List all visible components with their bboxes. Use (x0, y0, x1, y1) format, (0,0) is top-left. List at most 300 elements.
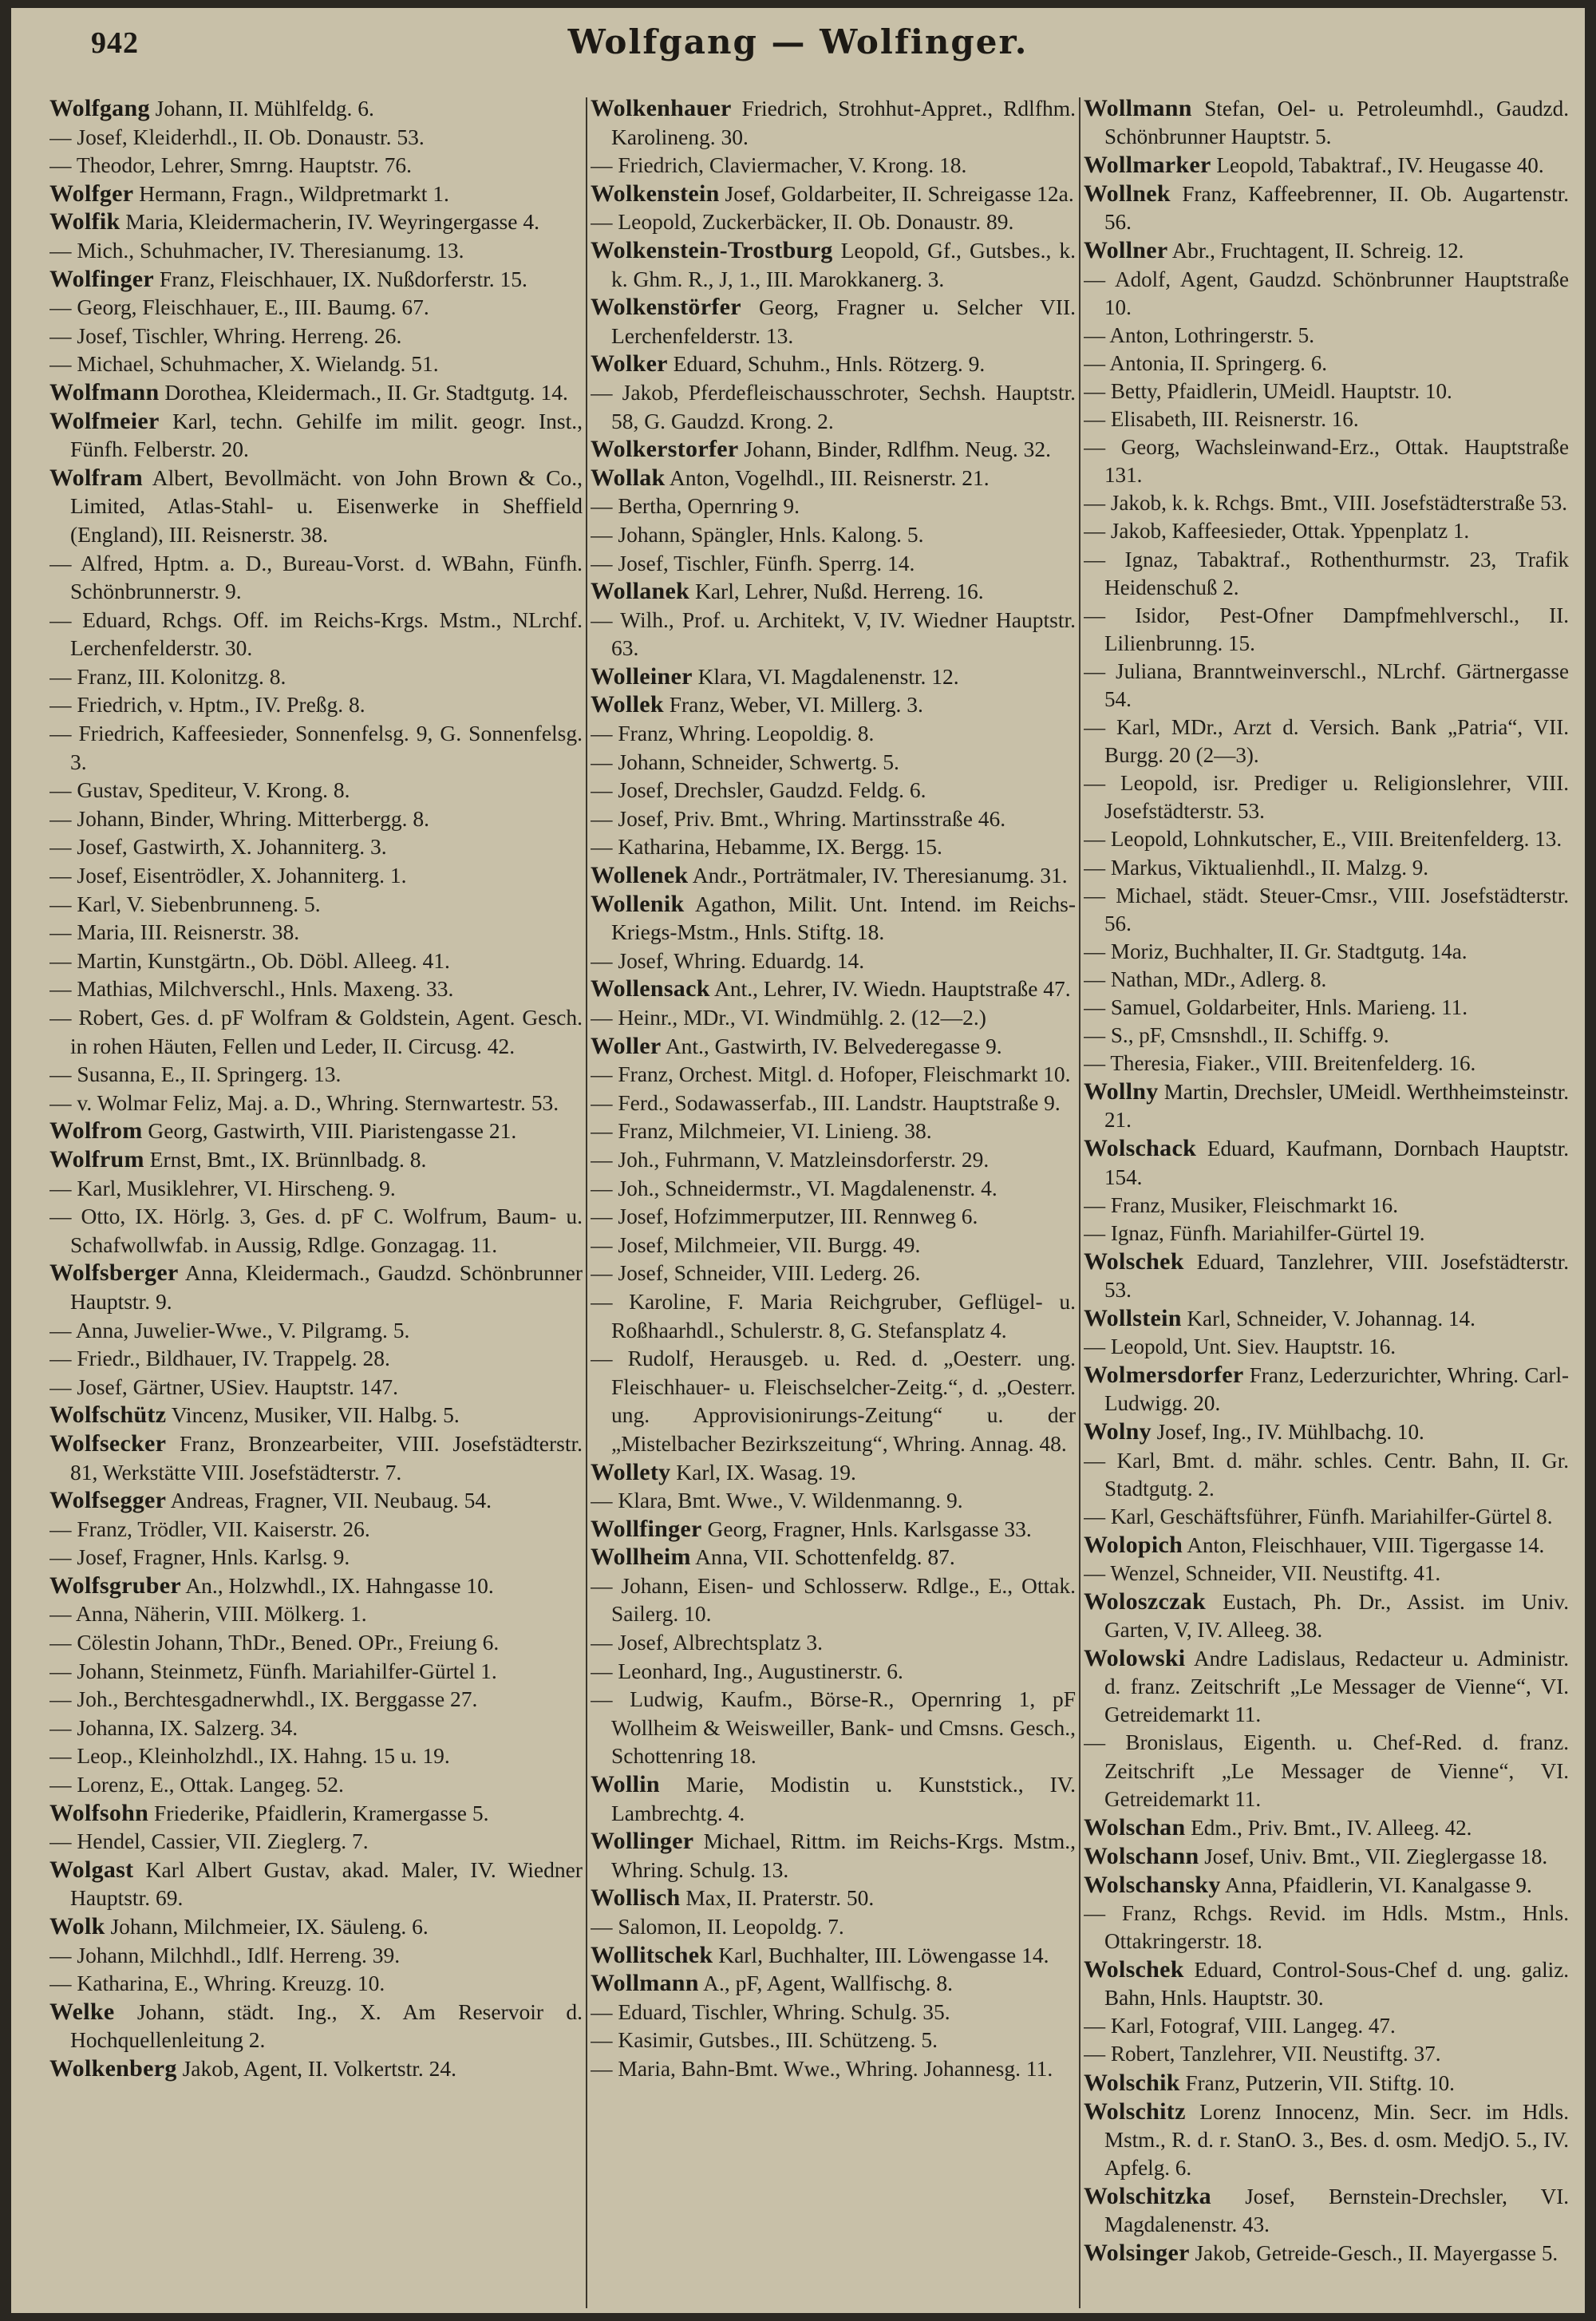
directory-entry (49, 350, 583, 378)
directory-entry (49, 1259, 583, 1315)
entry-details: — Leop., Kleinholzhdl., IX. Hahng. 15 u. 19. (49, 1743, 450, 1769)
directory-entry (591, 776, 1076, 805)
directory-entry (1084, 1900, 1569, 1955)
entry-details: Johann, II. Mühlfeldg. 6. (149, 96, 374, 121)
entry-surname: Wolfsohn (49, 1799, 149, 1826)
directory-entry (49, 861, 583, 890)
directory-entry (1084, 854, 1569, 882)
directory-entry (49, 1373, 583, 1402)
entry-surname: Wolowski (1084, 1645, 1186, 1672)
entry-surname: Wollitschek (591, 1941, 713, 1968)
entry-details: Franz, Bronzearbeiter, VIII. Josefstädterstr. 81, Werkstätte VIII. Josefstädterstr. 7. (70, 1430, 583, 1485)
directory-entry (591, 577, 1076, 606)
directory-entry (591, 748, 1076, 777)
entry-details: — Franz, Whring. Leopoldig. 8. (591, 721, 875, 746)
directory-entry (591, 549, 1076, 578)
directory-entry (1084, 1050, 1569, 1077)
entry-details: Martin, Drechsler, UMeidl. Werthheimsteinstr. 21. (1104, 1080, 1569, 1133)
directory-entry (591, 151, 1076, 180)
entry-details: — Josef, Gärtner, USiev. Hauptstr. 147. (49, 1374, 399, 1399)
directory-entry (1084, 1447, 1569, 1503)
directory-entry (49, 407, 583, 464)
directory-entry (49, 1742, 583, 1770)
directory-entry (1084, 1644, 1569, 1729)
entry-details: A., pF, Agent, Wallfischg. 8. (698, 1971, 953, 1996)
directory-entry (49, 1316, 583, 1345)
directory-entry (1084, 1022, 1569, 1050)
entry-details: Karl Albert Gustav, akad. Maler, IV. Wiedner Hauptstr. 69. (70, 1856, 583, 1911)
directory-entry (49, 1827, 583, 1856)
directory-entry (1084, 1220, 1569, 1247)
entry-surname: Wollmann (1084, 95, 1192, 121)
directory-entry (49, 832, 583, 861)
entry-details: Franz, Lederzurichter, Whring. Carl-Ludwigg. 20. (1104, 1363, 1569, 1416)
entry-surname: Wolopich (1084, 1531, 1183, 1558)
entry-details: — Josef, Tischler, Fünfh. Sperrg. 14. (591, 550, 915, 575)
entry-details: Michael, Rittm. im Reichs-Krgs. Mstm., Whring. Schulg. 13. (611, 1829, 1076, 1882)
directory-entry (1084, 1361, 1569, 1418)
entry-details: — Johann, Binder, Whring. Mitterbergg. 8. (49, 805, 430, 831)
entry-details: Albert, Bevollmächt. von John Brown & Co., Limited, Atlas-Stahl- u. Eisenwerke in Sheffield (England), III. Reisnerstr. 38. (70, 465, 583, 547)
directory-entry (49, 1998, 583, 2054)
directory-entry (591, 1657, 1076, 1686)
entry-surname: Wollny (1084, 1078, 1159, 1105)
entry-details: Karl, Lehrer, Nußd. Herreng. 16. (689, 579, 984, 604)
directory-entry (591, 1259, 1076, 1287)
entry-details: — Joh., Schneidermstr., VI. Magdalenenstr. 4. (591, 1175, 998, 1200)
directory-entry (49, 975, 583, 1003)
entry-details: — Josef, Priv. Bmt., Whring. Martinsstraße 46. (591, 805, 1006, 831)
entry-surname: Wolfinger (49, 265, 155, 292)
directory-entry (49, 293, 583, 322)
entry-details: Jakob, Getreide-Gesch., II. Mayergasse 5. (1189, 2241, 1558, 2266)
directory-entry (49, 805, 583, 833)
entry-surname: Wolkenstörfer (591, 294, 741, 321)
entry-surname: Welke (49, 1998, 115, 2025)
directory-entry (591, 2054, 1076, 2083)
column-divider (1079, 97, 1080, 2308)
directory-entry (591, 435, 1076, 464)
entry-details: — Josef, Milchmeier, VII. Burgg. 49. (591, 1232, 921, 1257)
entry-details: Franz, Kaffeebrenner, II. Ob. Augartenstr. 56. (1104, 182, 1569, 235)
directory-entry (591, 1969, 1076, 1998)
entry-details: — Alfred, Hptm. a. D., Bureau-Vorst. d. WBahn, Fünfh. Schönbrunnerstr. 9. (49, 550, 583, 604)
directory-entry (591, 1231, 1076, 1259)
directory-entry (591, 1145, 1076, 1174)
entry-surname: Wolkerstorfer (591, 436, 739, 463)
directory-entry (591, 492, 1076, 520)
directory-entry (49, 1657, 583, 1686)
directory-entry (49, 1599, 583, 1628)
entry-details: — Josef, Hofzimmerputzer, III. Rennweg 6. (591, 1204, 978, 1229)
entry-surname: Wollmann (591, 1970, 699, 1997)
column-1 (49, 94, 583, 2310)
entry-details: — Michael, Schuhmacher, X. Wielandg. 51. (49, 351, 439, 377)
entry-surname: Wolfmann (49, 378, 160, 405)
directory-entry (591, 1572, 1076, 1628)
directory-entry (1084, 1560, 1569, 1588)
entry-surname: Wolk (49, 1913, 105, 1939)
directory-entry (591, 1458, 1076, 1487)
directory-entry (591, 662, 1076, 691)
entry-surname: Wolfsegger (49, 1487, 167, 1514)
entry-details: — Susanna, E., II. Springerg. 13. (49, 1062, 342, 1087)
directory-entry (1084, 1955, 1569, 2012)
directory-entry (591, 947, 1076, 975)
directory-entry (1084, 266, 1569, 322)
entry-details: — Ferd., Sodawasserfab., III. Landstr. Hauptstraße 9. (591, 1089, 1061, 1115)
entry-details: — Jakob, Kaffeesieder, Ottak. Yppenplatz 1. (1084, 519, 1470, 544)
directory-entry (49, 1089, 583, 1117)
entry-details: — Jakob, Pferdefleischausschroter, Sechsh. Hauptstr. 58, G. Gaudzd. Krong. 2. (591, 379, 1076, 433)
entry-surname: Wollek (591, 691, 664, 718)
entry-surname: Wollmarker (1084, 152, 1211, 179)
entry-surname: Wollfinger (591, 1515, 702, 1542)
entry-details: — Joh., Berchtesgadnerwhdl., IX. Berggasse 27. (49, 1686, 478, 1712)
entry-details: — Johann, Eisen- und Schlosserw. Rdlge., E., Ottak. Sailerg. 10. (591, 1572, 1076, 1627)
directory-entry (49, 1912, 583, 1941)
entry-details: Andreas, Fragner, VII. Neubaug. 54. (166, 1488, 492, 1513)
directory-entry (591, 1117, 1076, 1145)
entry-details: Max, II. Praterstr. 50. (680, 1885, 875, 1911)
entry-surname: Wolfmeier (49, 407, 160, 434)
entry-surname: Wollstein (1084, 1305, 1182, 1332)
entry-surname: Wollanek (591, 578, 690, 605)
directory-entry (591, 236, 1076, 293)
entry-surname: Woller (591, 1032, 662, 1059)
entry-surname: Wolfsberger (49, 1259, 179, 1287)
entry-details: Anna, Kleidermach., Gaudzd. Schönbrunner Hauptstr. 9. (70, 1260, 583, 1314)
directory-entry (591, 1515, 1076, 1544)
entry-surname: Wollenik (591, 890, 685, 917)
entry-surname: Woloszczak (1084, 1588, 1206, 1615)
directory-entry (49, 918, 583, 947)
page-header (11, 8, 1585, 64)
directory-entry (591, 1344, 1076, 1457)
entry-details: — Robert, Ges. d. pF Wolfram & Goldstein, Agent. Gesch. in rohen Häuten, Fellen und Leder, II. Circusg. 42. (49, 1005, 583, 1058)
entry-surname: Wolschansky (1084, 1871, 1221, 1898)
directory-entry (1084, 2040, 1569, 2068)
entry-details: — Jakob, k. k. Rchgs. Bmt., VIII. Josefstädterstraße 53. (1084, 491, 1568, 516)
directory-entry (49, 322, 583, 350)
entry-surname: Wollheim (591, 1544, 691, 1571)
entry-details: — Wenzel, Schneider, VII. Neustiftg. 41. (1084, 1560, 1441, 1585)
entry-surname: Wolfik (49, 208, 120, 235)
entry-surname: Wolmersdorfer (1084, 1362, 1244, 1389)
directory-entry (1084, 517, 1569, 545)
entry-details: Ant., Lehrer, IV. Wiedn. Hauptstraße 47. (709, 976, 1071, 1002)
entry-surname: Wolschann (1084, 1842, 1199, 1869)
entry-surname: Wolny (1084, 1418, 1152, 1445)
entry-details: Johann, städt. Ing., X. Am Reservoir d. Hochquellenleitung 2. (70, 1999, 583, 2053)
directory-entry (591, 1998, 1076, 2026)
entry-details: Franz, Fleischhauer, IX. Nußdorferstr. 15. (154, 266, 527, 291)
entry-details: — Leonhard, Ing., Augustinerstr. 6. (591, 1658, 903, 1683)
entry-surname: Wolsinger (1084, 2240, 1190, 2267)
directory-entry (591, 1912, 1076, 1941)
entry-details: — Betty, Pfaidlerin, UMeidl. Hauptstr. 10. (1084, 378, 1452, 403)
directory-entry (591, 1003, 1076, 1032)
page-number: 942 (91, 26, 139, 60)
directory-entry (591, 861, 1076, 890)
entry-details: Agathon, Milit. Unt. Intend. im Reichs-Kriegs-Mstm., Hnls. Stiftg. 18. (611, 891, 1076, 945)
directory-entry (49, 719, 583, 776)
directory-entry (1084, 2098, 1569, 2182)
directory-entry (1084, 966, 1569, 994)
entry-surname: Wolschan (1084, 1813, 1186, 1841)
entry-details: Edm., Priv. Bmt., IV. Alleeg. 42. (1185, 1815, 1472, 1840)
directory-entry (49, 1003, 583, 1060)
entry-details: — Johann, Steinmetz, Fünfh. Mariahilfer-Gürtel 1. (49, 1658, 497, 1683)
entry-details: — Katharina, E., Whring. Kreuzg. 10. (49, 1971, 385, 1996)
entry-surname: Wollin (591, 1771, 660, 1798)
entry-details: Abr., Fruchtagent, II. Schreig. 12. (1167, 239, 1464, 263)
entry-details: — Leopold, Unt. Siev. Hauptstr. 16. (1084, 1334, 1396, 1359)
directory-entry (591, 520, 1076, 549)
entry-details: — Bronislaus, Eigenth. u. Chef-Red. d. franz. Zeitschrift „Le Messager de Vienne“, VI. Getreidemarkt 11. (1084, 1730, 1569, 1811)
entry-details: Anna, VII. Schottenfeldg. 87. (690, 1544, 955, 1570)
entry-details: — Franz, III. Kolonitzg. 8. (49, 663, 286, 689)
entry-details: — Lorenz, E., Ottak. Langeg. 52. (49, 1772, 344, 1797)
entry-details: — Friedr., Bildhauer, IV. Trappelg. 28. (49, 1346, 390, 1371)
entry-details: — Johann, Spängler, Hnls. Kalong. 5. (591, 521, 924, 547)
entry-surname: Wolschek (1084, 1247, 1184, 1275)
entry-details: — Karl, Bmt. d. mähr. schles. Centr. Bahn, II. Gr. Stadtgutg. 2. (1084, 1448, 1569, 1501)
entry-surname: Wolschitz (1084, 2098, 1186, 2125)
directory-entry (1084, 2069, 1569, 2098)
entry-details: — Ignaz, Tabaktraf., Rothenthurmstr. 23, Trafik Heidenschuß 2. (1084, 547, 1569, 599)
entry-details: Maria, Kleidermacherin, IV. Weyringergasse 4. (120, 209, 539, 235)
entry-details: — Franz, Orchest. Mitgl. d. Hofoper, Fleischmarkt 10. (591, 1062, 1071, 1087)
directory-entry (591, 1032, 1076, 1061)
directory-entry (591, 890, 1076, 947)
entry-details: — Theodor, Lehrer, Smrng. Hauptstr. 76. (49, 152, 413, 178)
entry-details: — Moriz, Buchhalter, II. Gr. Stadtgutg. 14a. (1084, 939, 1468, 963)
directory-entry (1084, 602, 1569, 658)
directory-entry (1084, 151, 1569, 180)
directory-entry (1084, 1503, 1569, 1531)
entry-surname: Wolfsgruber (49, 1572, 181, 1599)
entry-details: — Leopold, isr. Prediger u. Religionslehrer, VIII. Josefstädterstr. 53. (1084, 771, 1569, 824)
column-divider (586, 97, 587, 2308)
entry-details: — Leopold, Lohnkutscher, E., VIII. Breitenfelderg. 13. (1084, 827, 1562, 852)
entry-surname: Wollak (591, 464, 666, 491)
entry-details: — Karl, Fotograf, VIII. Langeg. 47. (1084, 2014, 1396, 2038)
entry-surname: Wolkenberg (49, 2054, 177, 2082)
entry-details: — Karl, V. Siebenbrunneng. 5. (49, 891, 321, 916)
directory-entry (1084, 1813, 1569, 1842)
entry-surname: Wollety (591, 1458, 671, 1485)
directory-entry (1084, 1134, 1569, 1191)
directory-entry (591, 1685, 1076, 1770)
directory-entry (1084, 658, 1569, 714)
entry-details: — Juliana, Branntweinverschl., NLrchf. Gärtnergasse 54. (1084, 658, 1569, 711)
directory-entry (1084, 938, 1569, 966)
directory-entry (49, 180, 583, 208)
directory-entry (1084, 1333, 1569, 1361)
entry-details: — Michael, städt. Steuer-Cmsr., VIII. Josefstädterstr. 56. (1084, 883, 1569, 935)
directory-entry (1084, 882, 1569, 938)
entry-details: — Ludwig, Kaufm., Börse-R., Opernring 1, pF Wollheim & Weisweiller, Bank- und Cmsns. Gesch., Schottenring 18. (591, 1686, 1076, 1769)
directory-entry (49, 94, 583, 123)
directory-entry (1084, 1531, 1569, 1560)
entry-details: Eduard, Kaufmann, Dornbach Hauptstr. 154. (1104, 1137, 1569, 1189)
directory-entry (1084, 2182, 1569, 2239)
directory-entry (1084, 1842, 1569, 1871)
entry-details: — Josef, Kleiderhdl., II. Ob. Donaustr. 53. (49, 124, 425, 149)
directory-entry (49, 1515, 583, 1544)
entry-details: Anton, Fleischhauer, VIII. Tigergasse 14. (1183, 1532, 1545, 1557)
entry-details: Georg, Fragner, Hnls. Karlsgasse 33. (701, 1516, 1032, 1541)
entry-details: Franz, Putzerin, VII. Stiftg. 10. (1179, 2070, 1455, 2095)
directory-entry (591, 1202, 1076, 1231)
directory-entry (49, 1060, 583, 1089)
entry-details: — Samuel, Goldarbeiter, Hnls. Marieng. 11. (1084, 995, 1468, 1019)
directory-entry (1084, 546, 1569, 602)
directory-entry (1084, 350, 1569, 378)
entry-details: — Eduard, Rchgs. Off. im Reichs-Krgs. Mstm., NLrchf. Lerchenfelderstr. 30. (49, 607, 583, 661)
entry-details: Jakob, Agent, II. Volkertstr. 24. (176, 2055, 457, 2081)
directory-entry (49, 690, 583, 719)
entry-details: — Antonia, II. Springerg. 6. (1084, 350, 1328, 375)
entry-details: — Mich., Schuhmacher, IV. Theresianumg. 13. (49, 237, 464, 263)
entry-details: — Cölestin Johann, ThDr., Bened. OPr., Freiung 6. (49, 1630, 500, 1655)
entry-surname: Wolkenstein (591, 180, 720, 207)
entry-details: Josef, Bernstein-Drechsler, VI. Magdalenenstr. 43. (1104, 2184, 1569, 2237)
entry-details: Karl, techn. Gehilfe im milit. geogr. Inst., Fünfh. Felberstr. 20. (70, 408, 583, 462)
directory-entry (49, 947, 583, 975)
directory-entry (49, 1543, 583, 1572)
directory-entry (49, 1685, 583, 1714)
entry-details: — Markus, Viktualienhdl., II. Malzg. 9. (1084, 855, 1429, 880)
entry-details: Ant., Gastwirth, IV. Belvederegasse 9. (661, 1033, 1002, 1058)
entry-details: — Friedrich, v. Hptm., IV. Preßg. 8. (49, 692, 365, 718)
entry-details: — Josef, Gastwirth, X. Johanniterg. 3. (49, 834, 387, 860)
directory-entry (1084, 405, 1569, 433)
directory-page (11, 8, 1585, 2313)
entry-details: Marie, Modistin u. Kunststick., IV. Lambrechtg. 4. (611, 1772, 1076, 1825)
entry-details: Anton, Vogelhdl., III. Reisnerstr. 21. (665, 465, 990, 490)
entry-details: — Klara, Bmt. Wwe., V. Wildenmanng. 9. (591, 1488, 963, 1513)
entry-details: — Anna, Näherin, VIII. Mölkerg. 1. (49, 1601, 367, 1627)
directory-entry (591, 1827, 1076, 1884)
entry-details: — Elisabeth, III. Reisnerstr. 16. (1084, 407, 1359, 432)
directory-entry (49, 1174, 583, 1203)
entry-details: — Franz, Trödler, VII. Kaiserstr. 26. (49, 1516, 370, 1541)
entry-surname: Wolfschütz (49, 1402, 167, 1429)
directory-entry (49, 776, 583, 805)
directory-entry (1084, 1588, 1569, 1644)
entry-details: — Rudolf, Herausgeb. u. Red. d. „Oesterr. ung. Fleischhauer- u. Fleischselcher-Zeitg.“, d. „Oesterr. ung. Approvisionirungs-Zeitung“ u. der „Mistelbacher Bezirkszeitung“, Whring. Annag. 48. (591, 1346, 1076, 1456)
entry-details: Anna, Pfaidlerin, VI. Kanalgasse 9. (1220, 1872, 1532, 1897)
directory-entry (49, 464, 583, 549)
entry-surname: Wollisch (591, 1884, 681, 1912)
directory-entry (591, 378, 1076, 435)
entry-surname: Wolschik (1084, 2069, 1180, 2096)
directory-entry (591, 719, 1076, 748)
directory-entry (591, 975, 1076, 1003)
column-2 (591, 94, 1076, 2310)
directory-entry (1084, 1729, 1569, 1813)
entry-details: Friederike, Pfaidlerin, Kramergasse 5. (148, 1800, 489, 1825)
entry-details: — Isidor, Pest-Ofner Dampfmehlverschl., II. Lilienbrunng. 15. (1084, 603, 1569, 655)
entry-surname: Wolfgang (49, 95, 150, 121)
entry-details: — S., pF, Cmsnshdl., II. Schiffg. 9. (1084, 1023, 1389, 1048)
entry-details: Eduard, Tanzlehrer, VIII. Josefstädterstr. 53. (1104, 1249, 1569, 1302)
directory-entry (1084, 1077, 1569, 1134)
directory-entry (1084, 825, 1569, 853)
entry-surname: Wollenek (591, 862, 689, 889)
directory-entry (591, 1287, 1076, 1344)
directory-entry (1084, 180, 1569, 236)
directory-entry (49, 1145, 583, 1174)
directory-entry (591, 1941, 1076, 1970)
entry-details: — Friedrich, Claviermacher, V. Krong. 18. (591, 152, 967, 178)
entry-details: Leopold, Tabaktraf., IV. Heugasse 40. (1211, 153, 1544, 178)
entry-details: — Josef, Tischler, Whring. Herreng. 26. (49, 322, 402, 348)
directory-entry (49, 1969, 583, 1998)
column-3 (1084, 94, 1569, 2310)
entry-details: Eduard, Control-Sous-Chef d. ung. galiz. Bahn, Hnls. Hauptstr. 30. (1104, 1958, 1569, 2011)
directory-entry (49, 1628, 583, 1657)
directory-entry (1084, 1192, 1569, 1220)
directory-entry (1084, 1247, 1569, 1304)
directory-entry (49, 123, 583, 152)
directory-entry (591, 832, 1076, 861)
directory-entry (1084, 378, 1569, 405)
entry-details: — Josef, Albrechtsplatz 3. (591, 1630, 823, 1655)
directory-entry (1084, 994, 1569, 1022)
entry-details: — Katharina, Hebamme, IX. Bergg. 15. (591, 834, 942, 860)
entry-details: — Theresia, Fiaker., VIII. Breitenfelderg. 16. (1084, 1051, 1476, 1076)
entry-details: — Johann, Milchhdl., Idlf. Herreng. 39. (49, 1942, 401, 1967)
entry-details: Eduard, Schuhm., Hnls. Rötzerg. 9. (667, 351, 986, 377)
entry-details: — Anna, Juwelier-Wwe., V. Pilgramg. 5. (49, 1317, 410, 1342)
directory-entry (49, 1202, 583, 1259)
directory-entry (591, 464, 1076, 492)
entry-details: — Maria, III. Reisnerstr. 38. (49, 919, 300, 945)
entry-details: — Eduard, Tischler, Whring. Schulg. 35. (591, 1999, 950, 2024)
entry-surname: Wollnek (1084, 180, 1171, 208)
directory-entry (591, 606, 1076, 662)
entry-details: Andr., Porträtmaler, IV. Theresianumg. 31. (688, 863, 1068, 888)
entry-details: Franz, Weber, VI. Millerg. 3. (663, 692, 923, 718)
entry-details: Georg, Gastwirth, VIII. Piaristengasse 21. (142, 1118, 517, 1144)
directory-entry (49, 1572, 583, 1600)
entry-details: An., Holzwhdl., IX. Hahngasse 10. (180, 1572, 494, 1598)
entry-surname: Wolfram (49, 464, 144, 491)
entry-details: — Karoline, F. Maria Reichgruber, Geflügel- u. Roßhaarhdl., Schulerstr. 8, G. Stefansplatz 4. (591, 1288, 1076, 1342)
directory-entry (591, 350, 1076, 378)
entry-details: — Karl, MDr., Arzt d. Versich. Bank „Patria“, VII. Burgg. 20 (2—3). (1084, 715, 1569, 768)
entry-details: — Gustav, Spediteur, V. Krong. 8. (49, 777, 350, 803)
entry-details: Josef, Ing., IV. Mühlbachg. 10. (1151, 1420, 1424, 1445)
entry-details: Leopold, Gf., Gutsbes., k. k. Ghm. R., J, 1., III. Marokkanerg. 3. (611, 237, 1076, 291)
directory-entry (591, 293, 1076, 350)
directory-entry (1084, 489, 1569, 517)
directory-entry (591, 1060, 1076, 1089)
directory-entry (1084, 1418, 1569, 1446)
entry-surname: Wolschitzka (1084, 2182, 1211, 2209)
entry-surname: Wolfsecker (49, 1429, 167, 1457)
entry-details: — v. Wolmar Feliz, Maj. a. D., Whring. Sternwartestr. 53. (49, 1089, 559, 1115)
entry-surname: Wollensack (591, 975, 710, 1002)
directory-entry (591, 1089, 1076, 1117)
entry-details: Stefan, Oel- u. Petroleumhdl., Gaudzd. Schönbrunner Hauptstr. 5. (1104, 97, 1569, 149)
entry-surname: Wolfrom (49, 1117, 143, 1145)
directory-entry (49, 1429, 583, 1486)
directory-entry (49, 265, 583, 294)
